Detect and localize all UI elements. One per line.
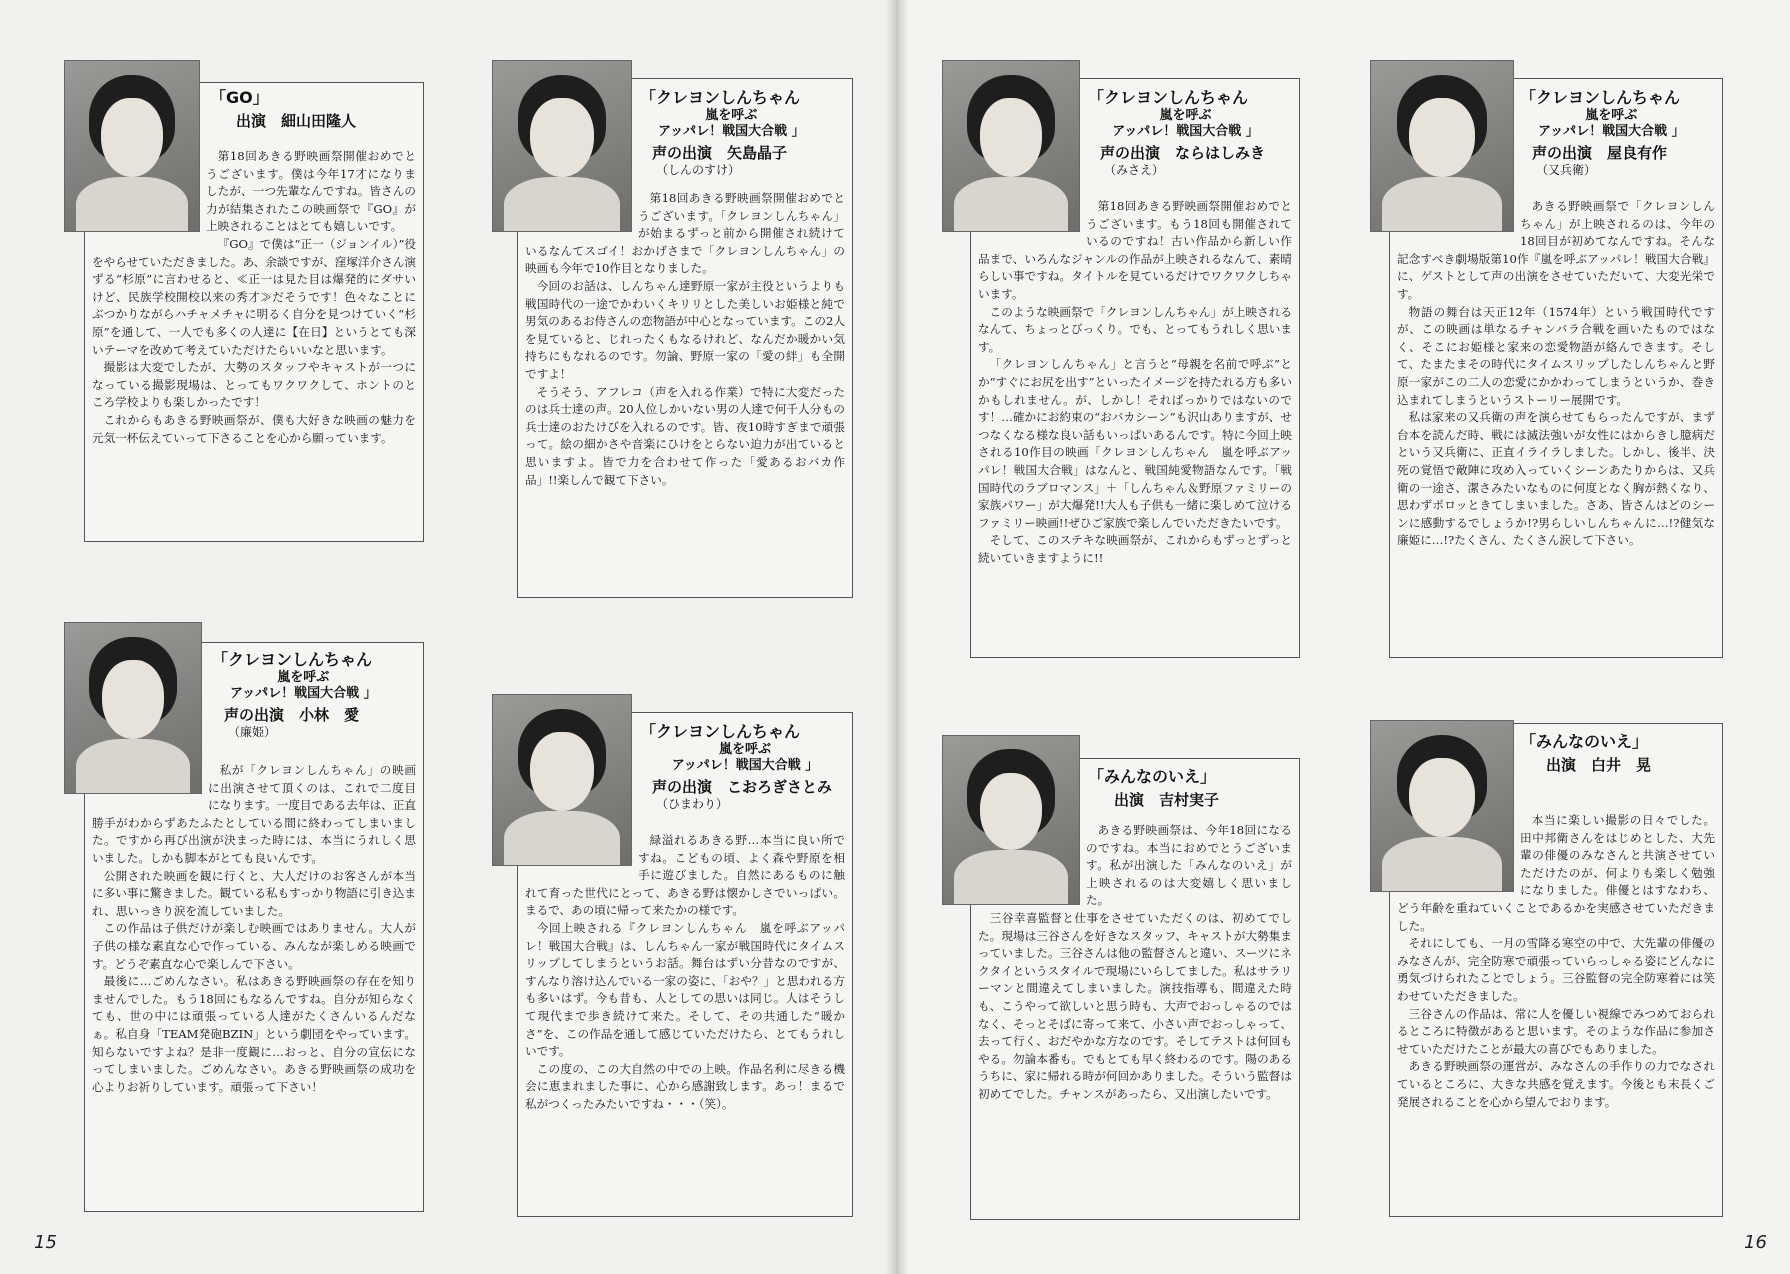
message-body bbox=[978, 198, 1292, 650]
performer-credit: 声の出演 矢島晶子 bbox=[652, 144, 788, 162]
message-paragraph: 私は家来の又兵衛の声を演らせてもらったんですが、まず台本を読んだ時、戦には滅法強いが女性にはからきし臆病だという又兵衛に、正直イライラしました。しかし、後半、決死の覚悟で敵陣に攻め入っていくシーンあたりからは、又兵衛の一途さ、潔さみたいなものに何度となく胸が熱くなり、思わずポロッときてしまいました。さあ、皆さんはどのシーンに感動するでしょうか!?男らしいしんちゃんに…!?健気な廉姫に…!?たくさん、たくさん涙して下さい。 bbox=[1397, 410, 1715, 548]
film-subtitle: アッパレ！戦国大合戦 」 bbox=[1112, 124, 1259, 139]
film-title: 「クレヨンしんちゃん bbox=[1088, 88, 1249, 107]
message-paragraph: 三谷さんの作品は、常に人を優しい視線でみつめておられるところに特徴があると思います。そのような作品に参加させていただけたことが最大の喜びでもありました。 bbox=[1397, 1006, 1715, 1056]
film-title: 「みんなのいえ」 bbox=[1520, 732, 1649, 751]
character-name: （みさえ） bbox=[1104, 163, 1165, 177]
performer-credit: 声の出演 屋良有作 bbox=[1532, 144, 1668, 162]
card-heading bbox=[640, 722, 832, 811]
message-paragraph: 本当に楽しい撮影の日々でした。田中邦衛さんをはじめとした、大先輩の俳優のみなさんと共演させていただけたのが、何よりも楽しく勉強になりました。俳優とはすなわち、どう年齢を重ねていくことであるかを実感させていただきました。 bbox=[1397, 813, 1715, 933]
performer-credit: 出演 白井 晃 bbox=[1546, 756, 1652, 774]
film-title: 「クレヨンしんちゃん bbox=[640, 88, 801, 107]
character-name: （又兵衛） bbox=[1536, 163, 1597, 177]
character-name: （廉姫） bbox=[228, 725, 277, 739]
message-paragraph: 第18回あきる野映画祭開催おめでとうございます。もう18回も開催されているのですね！古い作品から新しい作品まで、いろんなジャンルの作品が上映されるなんて、素晴らしい事ですね。タイトルを見ているだけでワクワクしちゃいます。 bbox=[978, 199, 1292, 301]
message-paragraph: 『GO』で僕は“正一（ジョンイル）”役をやらせていただきました。あ、余談ですが、窪塚洋介さん演ずる“杉原”に言わせると、≪正一は見た目は爆発的にダサいけど、民族学校開校以来の秀才≫だそうです！色々なことにぶつかりながらハチャメチャに明るく自分を見つけていく“杉原”を通して、一人でも多くの人達に【在日】というとても深いテーマを改めて考えていただけたらいいなと思います。 bbox=[92, 236, 416, 357]
message-paragraph: このような映画祭で「クレヨンしんちゃん」が上映されるなんて、ちょっとびっくり。でも、とってもうれしく思います。 bbox=[978, 304, 1292, 354]
film-title: 「GO」 bbox=[210, 88, 269, 107]
message-body bbox=[1397, 198, 1715, 650]
film-title: 「クレヨンしんちゃん bbox=[1520, 88, 1681, 107]
film-subtitle: アッパレ！戦国大合戦 」 bbox=[1538, 124, 1685, 139]
message-paragraph: そうそう、アフレコ（声を入れる作業）で特に大変だったのは兵士達の声。20人位しかいない男の人達で何千人分もの兵士達のおたけびを入れるのです。皆、夜10時すぎまで頑張って。絵の細かさや音楽にひけをとらない迫力が出ていると思いますよ。皆で力を合わせて作った「愛あるおバカ作品」!!楽しんで観て下さい。 bbox=[525, 384, 845, 487]
message-paragraph: 撮影は大変でしたが、大勢のスタッフやキャストが一つになっている撮影現場は、とってもワクワクして、ホントのところ学校よりも楽しかったです！ bbox=[92, 360, 416, 410]
message-paragraph: 三谷幸喜監督と仕事をさせていただくのは、初めてでした。現場は三谷さんを好きなスタッフ、キャストが大勢集まっていました。三谷さんは他の監督さんと違い、スーツにネクタイというスタイルで現場にいらしてました。私はサラリーマンと間違えてしまいました。演技指導も、間違えた時も、こうやって欲しいと思う時も、大声でおっしゃるのではなく、そっとそばに寄って来て、小さい声でおっしゃって、去って行く、おだやかな方なのです。そしてテストは何回もやる。勿論本番も。でもとても早く終わるのです。陽のあるうちに、家に帰れる時が何回かありました。そういう監督は初めてでした。チャンスがあったら、又出演したいです。 bbox=[978, 910, 1292, 1101]
message-paragraph: 第18回あきる野映画祭開催おめでとうございます。「クレヨンしんちゃん」が始まるずっと前から開催され続けているなんてスゴイ！おかげさまで「クレヨンしんちゃん」の映画も今年で10作目となりました。 bbox=[525, 191, 845, 276]
message-body bbox=[92, 148, 416, 534]
message-paragraph: あきる野映画祭の運営が、みなさんの手作りの力でなされているところに、大きな共感を覚えます。今後とも末長くご発展されることを心から望んでおります。 bbox=[1397, 1059, 1715, 1109]
film-subtitle: 嵐を呼ぶ bbox=[705, 108, 758, 123]
message-body bbox=[978, 822, 1292, 1212]
message-paragraph: この度の、この大自然の中での上映。作品名利に尽きる機会に恵まれました事に、心から感謝致します。あっ！まるで私がつくったみたいですね・・・（笑）。 bbox=[525, 1061, 845, 1111]
performer-credit: 出演 吉村実子 bbox=[1114, 791, 1220, 809]
message-paragraph: 第18回あきる野映画祭開催おめでとうございます。僕は今年17才になりましたが、一つ先輩なんですね。皆さんの力が結集されたこの映画祭で『GO』が上映されることはとても嬉しいです。 bbox=[206, 149, 416, 234]
film-title: 「みんなのいえ」 bbox=[1088, 767, 1217, 786]
message-paragraph: この作品は子供だけが楽しむ映画ではありません。大人が子供の様な素直な心で作っている、みんなが楽しめる映画です。どうぞ素直な心で楽しんで下さい。 bbox=[92, 921, 416, 971]
message-paragraph: 緑溢れるあきる野…本当に良い所ですね。こどもの頃、よく森や野原を相手に遊びました。自然にあるものに触れて育った世代にとって、あきる野は懐かしさでいっぱい。まるで、あの頃に帰って来たかの様です。 bbox=[525, 833, 845, 918]
message-body bbox=[1397, 812, 1715, 1209]
message-paragraph: そして、このステキな映画祭が、これからもずっとずっと続いていきますように!! bbox=[978, 533, 1292, 565]
film-subtitle: 嵐を呼ぶ bbox=[1585, 108, 1638, 123]
page-number-left: 15 bbox=[34, 1232, 57, 1253]
message-paragraph: あきる野映画祭は、今年18回になるのですね。本当におめでとうございます。私が出演した「みんなのいえ」が上映されるのは大変嬉しく思いました。 bbox=[1086, 823, 1292, 908]
film-subtitle: アッパレ！戦国大合戦 」 bbox=[658, 124, 805, 139]
character-name: （しんのすけ） bbox=[656, 163, 741, 177]
message-paragraph: 「クレヨンしんちゃん」と言うと“母親を名前で呼ぶ”とか“すぐにお尻を出す”といったイメージを持たれる方も多いかもしれません。が、しかし！そればっかりではないのです！…確かにお約束の“おバカシーン”も沢山ありますが、せつなくなる様な良い話もいっぱいあるんです。特に今回上映される10作目の映画「クレヨンしんちゃん 嵐を呼ぶアッパレ！戦国大合戦」はなんと、戦国純愛物語なんです。「戦国時代のラブロマンス」＋「しんちゃん＆野原ファミリーの家族パワー」が大爆発!!大人も子供も一緒に楽しめて泣けるファミリー映画!!ぜひご家族で楽しんでいただきたいです。 bbox=[978, 357, 1292, 530]
card-heading bbox=[1088, 88, 1265, 177]
character-name: （ひまわり） bbox=[656, 797, 729, 811]
performer-credit: 出演 細山田隆人 bbox=[236, 112, 357, 130]
page-number-right: 16 bbox=[1744, 1232, 1767, 1253]
message-paragraph: 私が「クレヨンしんちゃん」の映画に出演させて頂くのは、これで二度目になります。一度目である去年は、正直勝手がわからずあたふたとしている間に終わってしまいました。ですから再び出演が決まった時には、本当にうれしく思いました。しかも脚本がとても良いんです。 bbox=[92, 763, 416, 865]
performer-credit: 声の出演 こおろぎさとみ bbox=[652, 778, 833, 796]
message-paragraph: 物語の舞台は天正12年（1574年）という戦国時代ですが、この映画は単なるチャンバラ合戦を画いたものではなく、そこにお姫様と家来の恋愛物語が絡んできます。そして、たまたまその時代にタイムスリップしたしんちゃんと野原一家がこの二人の恋愛にかかわってしまうというか、巻き込まれてしまうというストーリー展開です。 bbox=[1397, 304, 1715, 407]
message-paragraph: 公開された映画を観に行くと、大人だけのお客さんが本当に多い事に驚きました。観ている私もすっかり物語に引き込まれ、思いっきり涙を流していました。 bbox=[92, 868, 416, 918]
message-body bbox=[92, 762, 416, 1204]
card-heading bbox=[1520, 88, 1685, 177]
film-title: 「クレヨンしんちゃん bbox=[212, 650, 373, 669]
performer-credit: 声の出演 小林 愛 bbox=[224, 706, 360, 724]
film-subtitle: 嵐を呼ぶ bbox=[719, 742, 772, 757]
message-paragraph: 今回のお話は、しんちゃん達野原一家が主役というよりも戦国時代の一途でかわいくキリリとした美しいお姫様と純で男気のあるお侍さんの恋物語が中心となっています。この2人を見ていると、じれったくもなるけれど、なんだか暖かい気持ちにもなれるのです。勿論、野原一家の「愛の絆」も全開ですよ！ bbox=[525, 278, 845, 381]
message-body bbox=[525, 832, 845, 1209]
card-heading bbox=[1520, 732, 1651, 775]
film-subtitle: アッパレ！戦国大合戦 」 bbox=[671, 758, 819, 773]
film-title: 「クレヨンしんちゃん bbox=[640, 722, 801, 741]
message-paragraph: あきる野映画祭で「クレヨンしんちゃん」が上映されるのは、今年の18回目が初めてなんですね。そんな記念すべき劇場版第10作『嵐を呼ぶアッパレ！戦国大合戦』に、ゲストとして声の出演をさせていただいて、大変光栄です。 bbox=[1397, 199, 1715, 301]
center-gutter bbox=[885, 0, 909, 1274]
film-subtitle: 嵐を呼ぶ bbox=[277, 670, 330, 685]
card-heading bbox=[212, 650, 377, 739]
film-subtitle: 嵐を呼ぶ bbox=[1159, 108, 1212, 123]
card-heading bbox=[210, 88, 356, 131]
performer-credit: 声の出演 ならはしみき bbox=[1100, 144, 1266, 162]
message-paragraph: 最後に…ごめんなさい。私はあきる野映画祭の存在を知りませんでした。もう18回にもなるんですね。自分が知らなくても、世の中には頑張っている人達がたくさんいるんだなぁ。私自身「TEAM発砲BZIN」という劇団をやっています。知らないですよね？是非一度観に…おっと、自分の宣伝になってしまいました。ごめんなさい。あきる野映画祭の成功を心よりお祈りしています。頑張って下さい！ bbox=[92, 974, 416, 1094]
message-paragraph: 今回上映される『クレヨンしんちゃん 嵐を呼ぶアッパレ！戦国大合戦』は、しんちゃん一家が戦国時代にタイムスリップしてしまうというお話。舞台はずい分昔なのですが、すんなり溶け込んでいる一家の姿に、「おや？」と思われる方も多いはず。今も昔も、人としての思いは同じ。人はそうして現代まで歩き続けて来た。そして、その共通した“暖かさ”を、この作品を通して感じていただけたら、とてもうれしいです。 bbox=[525, 920, 845, 1059]
film-subtitle: アッパレ！戦国大合戦 」 bbox=[230, 686, 377, 701]
card-heading bbox=[1088, 767, 1219, 810]
card-heading bbox=[640, 88, 805, 177]
message-paragraph: それにしても、一月の雪降る寒空の中で、大先輩の俳優のみなさんが、完全防寒で頑張っていらっしゃる姿にどんなに勇気づけられたことでしょう。三谷監督の完全防寒着には笑わせていただきました。 bbox=[1397, 936, 1715, 1003]
message-body bbox=[525, 190, 845, 590]
message-paragraph: これからもあきる野映画祭が、僕も大好きな映画の魅力を元気一杯伝えていって下さることを心から願っています。 bbox=[92, 412, 416, 445]
